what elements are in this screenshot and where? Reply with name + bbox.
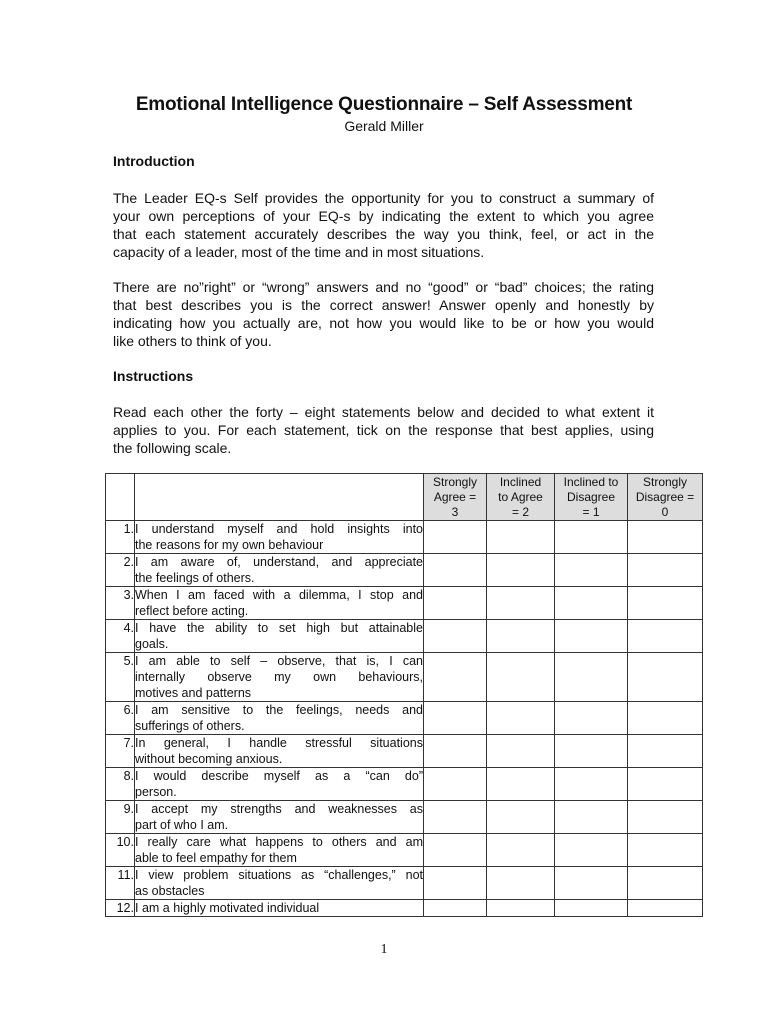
strongly-agree-box[interactable] [424, 521, 487, 554]
header-line: 0 [661, 505, 669, 519]
statement-line: able to feel empathy for them [135, 851, 297, 865]
table-row [106, 735, 703, 768]
header-line: Agree = [433, 490, 477, 504]
table-row [106, 834, 703, 867]
header-line: Strongly [432, 475, 478, 489]
strongly-agree-box[interactable] [424, 867, 487, 900]
strongly-disagree-box[interactable] [628, 768, 703, 801]
document-author: Gerald Miller [344, 118, 424, 134]
statement-line: I have the ability to set high but attainable [135, 621, 423, 635]
header-line: Disagree = [635, 490, 695, 504]
text-line: that each statement accurately describes the way you think, feel, or act in the [113, 226, 654, 242]
statement-line: part of who I am. [135, 818, 229, 832]
table-row [106, 900, 703, 917]
statement-text [135, 702, 424, 735]
strongly-agree-box[interactable] [424, 801, 487, 834]
strongly-agree-box[interactable] [424, 735, 487, 768]
strongly-disagree-box[interactable] [628, 653, 703, 702]
statement-number: 9. [106, 801, 135, 834]
text-line: The Leader EQ-s Self provides the opportunity for you to construct a summary of [113, 190, 654, 206]
header-line: Disagree [566, 490, 616, 504]
header-strongly-agree [424, 474, 487, 521]
text-line: There are no”right” or “wrong” answers and no “good” or “bad” choices; the rating [113, 279, 654, 295]
inclined-agree-box[interactable] [487, 735, 555, 768]
inclined-agree-box[interactable] [487, 554, 555, 587]
statement-line: internally observe my own behaviours, [135, 670, 423, 684]
statement-text [135, 735, 424, 768]
inclined-agree-box[interactable] [487, 867, 555, 900]
strongly-disagree-box[interactable] [628, 702, 703, 735]
strongly-disagree-box[interactable] [628, 735, 703, 768]
statement-number: 7. [106, 735, 135, 768]
statement-text [135, 521, 424, 554]
statement-line: reflect before acting. [135, 604, 249, 618]
inclined-disagree-box[interactable] [555, 587, 628, 620]
table-header-row [106, 474, 703, 521]
header-line: to Agree [498, 490, 543, 504]
header-line: 3 [451, 505, 459, 519]
statement-text [135, 620, 424, 653]
table-row [106, 653, 703, 702]
strongly-disagree-box[interactable] [628, 620, 703, 653]
statement-number: 8. [106, 768, 135, 801]
table-row [106, 521, 703, 554]
inclined-agree-box[interactable] [487, 834, 555, 867]
strongly-agree-box[interactable] [424, 702, 487, 735]
table-row [106, 554, 703, 587]
statement-number: 6. [106, 702, 135, 735]
header-blank-statement [135, 474, 424, 521]
strongly-agree-box[interactable] [424, 620, 487, 653]
statement-line: goals. [135, 637, 169, 651]
statement-line: the feelings of others. [135, 571, 255, 585]
statement-number: 11. [106, 867, 135, 900]
strongly-disagree-box[interactable] [628, 867, 703, 900]
document-title: Emotional Intelligence Questionnaire – Self Assessment [135, 94, 633, 115]
table-row [106, 587, 703, 620]
statement-line: I accept my strengths and weaknesses as [135, 802, 423, 816]
header-strongly-disagree [628, 474, 703, 521]
statement-line: person. [135, 785, 177, 799]
inclined-agree-box[interactable] [487, 653, 555, 702]
inclined-agree-box[interactable] [487, 702, 555, 735]
table-body [106, 521, 703, 917]
inclined-disagree-box[interactable] [555, 521, 628, 554]
strongly-agree-box[interactable] [424, 768, 487, 801]
strongly-disagree-box[interactable] [628, 834, 703, 867]
statement-number: 12. [106, 900, 135, 917]
header-line: = 1 [582, 505, 600, 519]
statement-line: I am a highly motivated individual [135, 901, 320, 915]
statement-line: I would describe myself as a “can do” [135, 769, 423, 783]
inclined-disagree-box[interactable] [555, 867, 628, 900]
statement-text [135, 801, 424, 834]
statement-text [135, 768, 424, 801]
table-row [106, 620, 703, 653]
statement-line: I am able to self – observe, that is, I can [135, 654, 423, 668]
header-inclined-disagree [555, 474, 628, 521]
table-row [106, 867, 703, 900]
header-inclined-agree [487, 474, 555, 521]
introduction-heading: Introduction [113, 153, 195, 169]
statement-line: I understand myself and hold insights into [135, 522, 423, 536]
statement-line: motives and patterns [135, 686, 252, 700]
statement-line: sufferings of others. [135, 719, 245, 733]
strongly-disagree-box[interactable] [628, 587, 703, 620]
statement-number: 2. [106, 554, 135, 587]
statement-text [135, 554, 424, 587]
inclined-agree-box[interactable] [487, 768, 555, 801]
strongly-disagree-box[interactable] [628, 521, 703, 554]
statement-line: the reasons for my own behaviour [135, 538, 324, 552]
statement-number: 4. [106, 620, 135, 653]
statement-number: 10. [106, 834, 135, 867]
header-blank-num [106, 474, 135, 521]
inclined-disagree-box[interactable] [555, 801, 628, 834]
strongly-agree-box[interactable] [424, 834, 487, 867]
inclined-disagree-box[interactable] [555, 900, 628, 917]
statement-line: I view problem situations as “challenges,” not [135, 868, 423, 882]
statement-text [135, 867, 424, 900]
inclined-disagree-box[interactable] [555, 834, 628, 867]
strongly-disagree-box[interactable] [628, 801, 703, 834]
statement-text [135, 587, 424, 620]
inclined-disagree-box[interactable] [555, 702, 628, 735]
instructions-paragraph [113, 403, 654, 457]
strongly-agree-box[interactable] [424, 587, 487, 620]
text-line: Read each other the forty – eight statements below and decided to what extent it [113, 404, 654, 420]
inclined-agree-box[interactable] [487, 900, 555, 917]
text-line: the following scale. [113, 440, 232, 456]
text-line: capacity of a leader, most of the time and in most situations. [113, 244, 485, 260]
strongly-agree-box[interactable] [424, 900, 487, 917]
inclined-agree-box[interactable] [487, 587, 555, 620]
table-row [106, 702, 703, 735]
table-row [106, 768, 703, 801]
statement-line: In general, I handle stressful situations [135, 736, 423, 750]
header-line: Inclined [499, 475, 542, 489]
inclined-agree-box[interactable] [487, 521, 555, 554]
statement-line: I am sensitive to the feelings, needs and [135, 703, 423, 717]
strongly-agree-box[interactable] [424, 653, 487, 702]
inclined-disagree-box[interactable] [555, 620, 628, 653]
questionnaire-table [105, 473, 703, 917]
inclined-disagree-box[interactable] [555, 735, 628, 768]
statement-text [135, 900, 424, 917]
statement-line: without becoming anxious. [135, 752, 283, 766]
statement-line: as obstacles [135, 884, 205, 898]
inclined-agree-box[interactable] [487, 801, 555, 834]
text-line: that best describes you is the correct answer! Answer openly and honestly by [113, 297, 654, 313]
inclined-disagree-box[interactable] [555, 768, 628, 801]
intro-paragraph-2 [113, 278, 654, 350]
statement-number: 1. [106, 521, 135, 554]
statement-text [135, 653, 424, 702]
header-line: Inclined to [563, 475, 619, 489]
strongly-disagree-box[interactable] [628, 554, 703, 587]
statement-number: 5. [106, 653, 135, 702]
statement-line: I am aware of, understand, and appreciate [135, 555, 423, 569]
text-line: your own perceptions of your EQ-s by indicating the extent to which you agree [113, 208, 654, 224]
page-number: 1 [380, 942, 388, 957]
inclined-disagree-box[interactable] [555, 554, 628, 587]
header-line: = 2 [511, 505, 529, 519]
inclined-disagree-box[interactable] [555, 653, 628, 702]
text-line: like others to think of you. [113, 333, 272, 349]
statement-number: 3. [106, 587, 135, 620]
instructions-heading: Instructions [113, 368, 194, 384]
header-line: Strongly [642, 475, 688, 489]
text-line: indicating how you actually are, not how you would like to be or how you would [113, 315, 654, 331]
table-row [106, 801, 703, 834]
statement-line: When I am faced with a dilemma, I stop and [135, 588, 423, 602]
statement-line: I really care what happens to others and am [135, 835, 423, 849]
strongly-disagree-box[interactable] [628, 900, 703, 917]
inclined-agree-box[interactable] [487, 620, 555, 653]
text-line: applies to you. For each statement, tick on the response that best applies, using [113, 422, 654, 438]
statement-text [135, 834, 424, 867]
intro-paragraph-1 [113, 189, 654, 261]
strongly-agree-box[interactable] [424, 554, 487, 587]
